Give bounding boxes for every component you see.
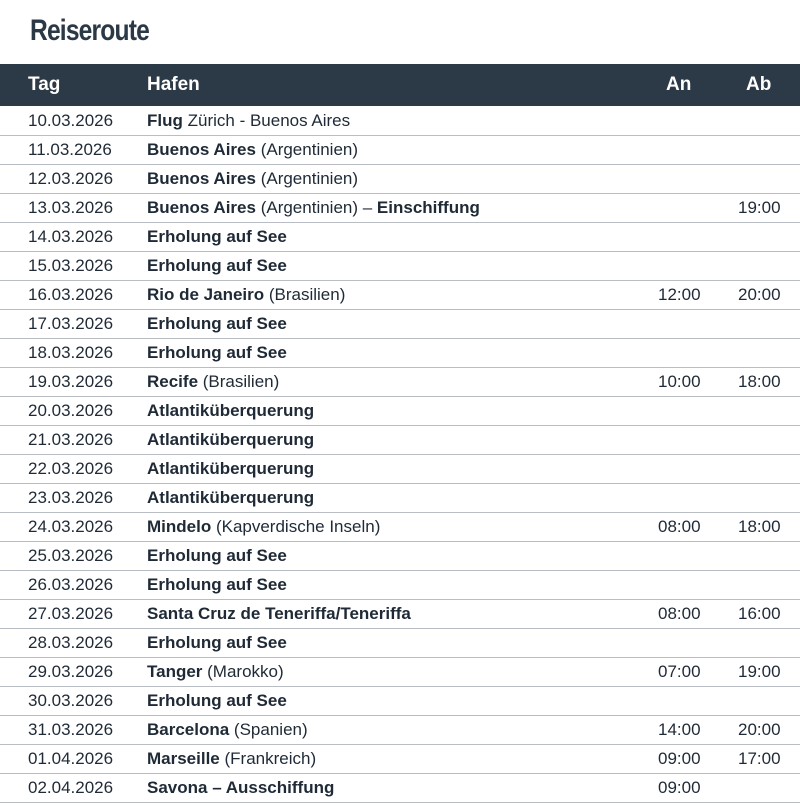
port-detail: (Kapverdische Inseln) — [211, 517, 381, 536]
port-name: Erholung auf See — [147, 575, 287, 594]
row-port — [147, 774, 334, 802]
row-arrival: 07:00 — [658, 662, 701, 681]
row-port — [147, 252, 287, 280]
row-arrival: 08:00 — [658, 604, 701, 623]
table-row — [0, 658, 800, 687]
row-port — [147, 165, 358, 193]
row-departure: 18:00 — [738, 517, 781, 536]
row-date: 12.03.2026 — [28, 169, 114, 188]
row-departure: 19:00 — [738, 198, 781, 217]
row-date: 30.03.2026 — [28, 691, 114, 710]
row-date: 18.03.2026 — [28, 343, 114, 362]
port-detail: (Brasilien) — [198, 372, 280, 391]
table-row — [0, 223, 800, 252]
row-date: 25.03.2026 — [28, 546, 114, 565]
row-port — [147, 600, 411, 628]
table-row — [0, 136, 800, 165]
row-date: 26.03.2026 — [28, 575, 114, 594]
row-departure: 18:00 — [738, 372, 781, 391]
row-port — [147, 281, 345, 309]
port-name: Mindelo — [147, 517, 212, 536]
table-row — [0, 455, 800, 484]
row-date: 17.03.2026 — [28, 314, 114, 333]
port-name: Buenos Aires — [147, 169, 256, 188]
port-detail: (Marokko) — [202, 662, 284, 681]
port-name: Marseille — [147, 749, 220, 768]
row-date: 19.03.2026 — [28, 372, 114, 391]
row-port — [147, 629, 287, 657]
table-row — [0, 484, 800, 513]
port-name: Barcelona — [147, 720, 230, 739]
row-date: 13.03.2026 — [28, 198, 114, 217]
port-name: Rio de Janeiro — [147, 285, 265, 304]
row-date: 27.03.2026 — [28, 604, 114, 623]
column-header-hafen: Hafen — [147, 74, 200, 95]
row-port — [147, 194, 480, 222]
port-name: Flug — [147, 111, 183, 130]
port-name: Atlantiküberquerung — [147, 459, 315, 478]
port-detail: Zürich - Buenos Aires — [182, 111, 351, 130]
row-date: 10.03.2026 — [28, 111, 114, 130]
port-name: Erholung auf See — [147, 691, 287, 710]
table-row — [0, 745, 800, 774]
row-arrival: 09:00 — [658, 778, 701, 797]
row-date: 28.03.2026 — [28, 633, 114, 652]
row-departure: 20:00 — [738, 285, 781, 304]
row-date: 22.03.2026 — [28, 459, 114, 478]
row-date: 29.03.2026 — [28, 662, 114, 681]
table-row — [0, 716, 800, 745]
row-port — [147, 397, 314, 425]
column-header-tag: Tag — [28, 74, 61, 95]
row-port — [147, 426, 314, 454]
row-arrival: 08:00 — [658, 517, 701, 536]
port-note: Einschiffung — [376, 198, 480, 217]
row-port — [147, 339, 287, 367]
port-name: Erholung auf See — [147, 546, 287, 565]
port-detail: (Spanien) — [229, 720, 308, 739]
port-name: Recife — [147, 372, 199, 391]
port-name: Atlantiküberquerung — [147, 430, 315, 449]
table-row — [0, 252, 800, 281]
table-row — [0, 165, 800, 194]
port-name: Erholung auf See — [147, 227, 287, 246]
row-arrival: 10:00 — [658, 372, 701, 391]
row-port — [147, 368, 279, 396]
row-date: 15.03.2026 — [28, 256, 114, 275]
table-header — [0, 64, 800, 106]
row-date: 01.04.2026 — [28, 749, 114, 768]
table-row — [0, 687, 800, 716]
port-name: Atlantiküberquerung — [147, 488, 315, 507]
row-port — [147, 716, 308, 744]
table-row — [0, 629, 800, 658]
table-row — [0, 600, 800, 629]
row-port — [147, 223, 287, 251]
row-date: 31.03.2026 — [28, 720, 114, 739]
column-header-an: An — [666, 74, 692, 95]
row-port — [147, 513, 380, 541]
port-name: Savona – Ausschiffung — [147, 778, 335, 797]
itinerary-table-body — [0, 107, 800, 803]
port-name: Erholung auf See — [147, 314, 287, 333]
row-date: 20.03.2026 — [28, 401, 114, 420]
port-name: Buenos Aires — [147, 198, 256, 217]
port-name: Buenos Aires — [147, 140, 256, 159]
port-detail: (Argentinien) — [255, 169, 359, 188]
port-name: Santa Cruz de Teneriffa/Teneriffa — [147, 604, 411, 623]
row-arrival: 14:00 — [658, 720, 701, 739]
row-port — [147, 107, 350, 135]
table-row — [0, 194, 800, 223]
page-title: Reiseroute — [30, 14, 149, 47]
row-departure: 16:00 — [738, 604, 781, 623]
row-departure: 20:00 — [738, 720, 781, 739]
table-row — [0, 397, 800, 426]
row-port — [147, 542, 287, 570]
row-date: 02.04.2026 — [28, 778, 114, 797]
row-date: 14.03.2026 — [28, 227, 114, 246]
port-name: Tanger — [147, 662, 203, 681]
table-row — [0, 107, 800, 136]
table-row — [0, 339, 800, 368]
row-date: 24.03.2026 — [28, 517, 114, 536]
table-row — [0, 426, 800, 455]
row-port — [147, 571, 287, 599]
row-port — [147, 310, 287, 338]
port-detail: (Argentinien) – — [255, 198, 377, 217]
table-row — [0, 571, 800, 600]
column-header-ab: Ab — [746, 74, 772, 95]
row-date: 11.03.2026 — [28, 140, 112, 159]
row-date: 23.03.2026 — [28, 488, 114, 507]
port-name: Erholung auf See — [147, 256, 287, 275]
row-port — [147, 658, 284, 686]
row-port — [147, 455, 314, 483]
port-name: Erholung auf See — [147, 633, 287, 652]
row-port — [147, 745, 316, 773]
table-row — [0, 310, 800, 339]
row-arrival: 09:00 — [658, 749, 701, 768]
table-row — [0, 774, 800, 803]
table-row — [0, 281, 800, 310]
row-arrival: 12:00 — [658, 285, 701, 304]
row-departure: 17:00 — [738, 749, 781, 768]
table-row — [0, 368, 800, 397]
port-detail: (Argentinien) — [255, 140, 359, 159]
row-departure: 19:00 — [738, 662, 781, 681]
table-row — [0, 513, 800, 542]
port-name: Erholung auf See — [147, 343, 287, 362]
port-detail: (Frankreich) — [219, 749, 317, 768]
row-port — [147, 687, 287, 715]
row-port — [147, 136, 358, 164]
row-date: 21.03.2026 — [28, 430, 114, 449]
table-row — [0, 542, 800, 571]
row-port — [147, 484, 314, 512]
port-detail: (Brasilien) — [264, 285, 346, 304]
port-name: Atlantiküberquerung — [147, 401, 315, 420]
row-date: 16.03.2026 — [28, 285, 114, 304]
